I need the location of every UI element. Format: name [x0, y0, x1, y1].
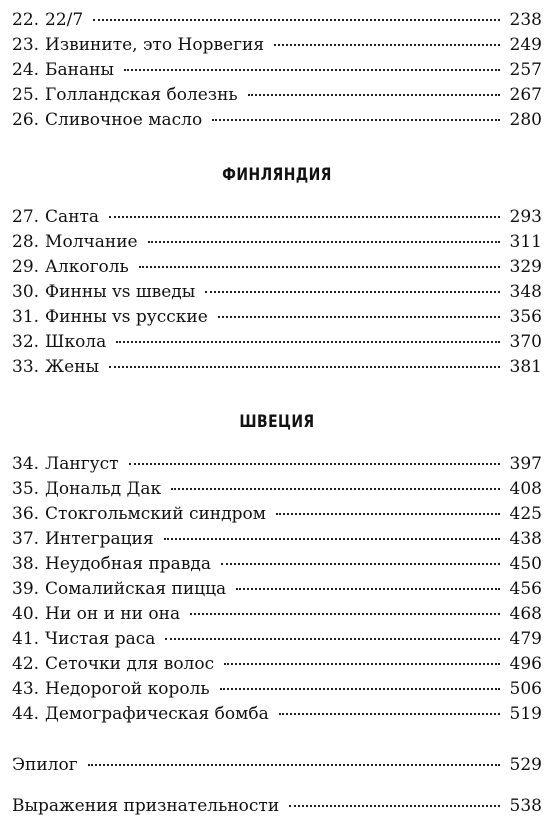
- toc-entry-number: 23.: [12, 35, 40, 55]
- toc-entry[interactable]: [12, 355, 542, 380]
- toc-entry-title: Недорогой король: [45, 679, 210, 699]
- toc-entry-title: Ни он и ни она: [45, 604, 181, 624]
- toc-entry-title: Интеграция: [45, 529, 154, 549]
- dot-leader: [109, 366, 500, 368]
- toc-entry-number: 29.: [12, 257, 40, 277]
- toc-entry-title: Неудобная правда: [45, 554, 211, 574]
- spacer: [12, 778, 542, 794]
- toc-entry-title: Алкоголь: [45, 257, 129, 277]
- toc-entry-number: 30.: [12, 282, 40, 302]
- toc-entry[interactable]: [12, 527, 542, 552]
- dot-leader: [274, 44, 500, 46]
- toc-entry-title: Чистая раса: [45, 629, 156, 649]
- dot-leader: [248, 94, 500, 96]
- toc-entry-page: 257: [509, 60, 542, 80]
- table-of-contents: [12, 8, 542, 819]
- toc-entry-page: 519: [509, 704, 542, 724]
- toc-entry-number: 38.: [12, 554, 40, 574]
- toc-entry[interactable]: [12, 602, 542, 627]
- toc-entry-page: 538: [509, 796, 542, 816]
- toc-entry[interactable]: [12, 255, 542, 280]
- toc-entry-title: Стокгольмский синдром: [45, 504, 266, 524]
- toc-entry-page: 238: [509, 10, 542, 30]
- toc-entry-number: 24.: [12, 60, 40, 80]
- toc-entry-number: 35.: [12, 479, 40, 499]
- toc-entry-number: 22.: [12, 10, 40, 30]
- section-heading-finland: ФИНЛЯНДИЯ: [222, 165, 332, 185]
- toc-entry-page: 438: [509, 529, 542, 549]
- toc-entry-page: 329: [509, 257, 542, 277]
- dot-leader: [205, 291, 500, 293]
- toc-entry-title: Санта: [45, 207, 100, 227]
- toc-entry[interactable]: [12, 205, 542, 230]
- toc-entry-number: 33.: [12, 357, 40, 377]
- toc-entry-number: 40.: [12, 604, 40, 624]
- toc-entry[interactable]: [12, 58, 542, 83]
- toc-entry-number: 27.: [12, 207, 40, 227]
- toc-entry-number: 28.: [12, 232, 40, 252]
- dot-leader: [148, 241, 500, 243]
- toc-entry-number: 39.: [12, 579, 40, 599]
- dot-leader: [129, 463, 500, 465]
- toc-entry-page: 468: [509, 604, 542, 624]
- toc-entry-page: 249: [509, 35, 542, 55]
- toc-entry-number: 43.: [12, 679, 40, 699]
- toc-entry-page: 397: [509, 454, 542, 474]
- toc-entry-title: Демографическая бомба: [45, 704, 269, 724]
- toc-entry-page: 479: [509, 629, 542, 649]
- toc-entry-number: 34.: [12, 454, 40, 474]
- toc-entry-title: Школа: [45, 332, 107, 352]
- toc-entry-title: Выражения признательности: [12, 796, 280, 816]
- dot-leader: [124, 69, 500, 71]
- dot-leader: [109, 216, 500, 218]
- spacer: [12, 727, 542, 753]
- dot-leader: [139, 266, 500, 268]
- toc-entry-title: Жены: [45, 357, 100, 377]
- toc-section-sweden: [12, 452, 542, 727]
- toc-entry-title: 22/7: [45, 10, 84, 30]
- toc-entry[interactable]: [12, 108, 542, 133]
- toc-entry-title: Сомалийская пицца: [45, 579, 227, 599]
- toc-entry[interactable]: [12, 305, 542, 330]
- toc-entry[interactable]: [12, 280, 542, 305]
- toc-section-norway-continued: [12, 8, 542, 133]
- spacer: [12, 434, 542, 452]
- toc-entry-title: Дональд Дак: [45, 479, 162, 499]
- dot-leader: [116, 341, 500, 343]
- toc-entry-number: 32.: [12, 332, 40, 352]
- dot-leader: [88, 764, 500, 766]
- dot-leader: [224, 663, 500, 665]
- toc-entry[interactable]: [12, 452, 542, 477]
- toc-entry[interactable]: [12, 33, 542, 58]
- dot-leader: [171, 488, 500, 490]
- toc-entry-page: 370: [509, 332, 542, 352]
- toc-entry-number: 44.: [12, 704, 40, 724]
- toc-entry-page: 425: [509, 504, 542, 524]
- dot-leader: [190, 613, 500, 615]
- toc-section-finland: [12, 205, 542, 380]
- dot-leader: [279, 713, 500, 715]
- dot-leader: [218, 316, 500, 318]
- toc-entry[interactable]: [12, 652, 542, 677]
- toc-entry-page: 381: [509, 357, 542, 377]
- toc-entry-page: 529: [509, 755, 542, 775]
- toc-entry[interactable]: [12, 677, 542, 702]
- toc-entry-page: 311: [509, 232, 542, 252]
- dot-leader: [165, 638, 500, 640]
- dot-leader: [212, 119, 500, 121]
- section-heading-sweden: ШВЕЦИЯ: [239, 412, 315, 432]
- toc-entry[interactable]: [12, 230, 542, 255]
- toc-entry-page: 450: [509, 554, 542, 574]
- toc-entry[interactable]: [12, 627, 542, 652]
- toc-entry-title: Сливочное масло: [45, 110, 203, 130]
- toc-entry-number: 42.: [12, 654, 40, 674]
- toc-entry-title: Бананы: [45, 60, 115, 80]
- toc-entry[interactable]: [12, 477, 542, 502]
- toc-entry[interactable]: [12, 8, 542, 33]
- toc-entry[interactable]: [12, 502, 542, 527]
- toc-entry[interactable]: [12, 552, 542, 577]
- toc-entry-title: Лангуст: [45, 454, 119, 474]
- toc-entry-epilogue[interactable]: [12, 753, 542, 778]
- toc-entry-title: Эпилог: [12, 755, 78, 775]
- toc-entry-number: 25.: [12, 85, 40, 105]
- toc-entry[interactable]: [12, 577, 542, 602]
- toc-entry[interactable]: [12, 702, 542, 727]
- toc-entry-page: 348: [509, 282, 542, 302]
- dot-leader: [221, 563, 500, 565]
- toc-entry-title: Молчание: [45, 232, 138, 252]
- toc-entry-page: 280: [509, 110, 542, 130]
- dot-leader: [289, 805, 500, 807]
- toc-entry-title: Сеточки для волос: [45, 654, 215, 674]
- spacer: [12, 187, 542, 205]
- toc-entry-page: 456: [509, 579, 542, 599]
- toc-entry-number: 26.: [12, 110, 40, 130]
- toc-entry-page: 267: [509, 85, 542, 105]
- dot-leader: [220, 688, 500, 690]
- toc-entry-page: 293: [509, 207, 542, 227]
- dot-leader: [164, 538, 500, 540]
- toc-entry-number: 41.: [12, 629, 40, 649]
- toc-entry-acknowledgements[interactable]: [12, 794, 542, 819]
- dot-leader: [276, 513, 500, 515]
- toc-entry-page: 496: [509, 654, 542, 674]
- dot-leader: [93, 19, 500, 21]
- toc-entry-page: 506: [509, 679, 542, 699]
- toc-entry-number: 37.: [12, 529, 40, 549]
- dot-leader: [236, 588, 500, 590]
- toc-entry[interactable]: [12, 83, 542, 108]
- toc-entry-number: 36.: [12, 504, 40, 524]
- toc-entry-title: Голландская болезнь: [45, 85, 238, 105]
- toc-entry[interactable]: [12, 330, 542, 355]
- toc-entry-title: Извините, это Норвегия: [45, 35, 265, 55]
- toc-entry-number: 31.: [12, 307, 40, 327]
- spacer: [12, 133, 542, 163]
- spacer: [12, 380, 542, 410]
- toc-entry-page: 408: [509, 479, 542, 499]
- toc-entry-title: Финны vs русские: [45, 307, 208, 327]
- toc-entry-page: 356: [509, 307, 542, 327]
- toc-entry-title: Финны vs шведы: [45, 282, 196, 302]
